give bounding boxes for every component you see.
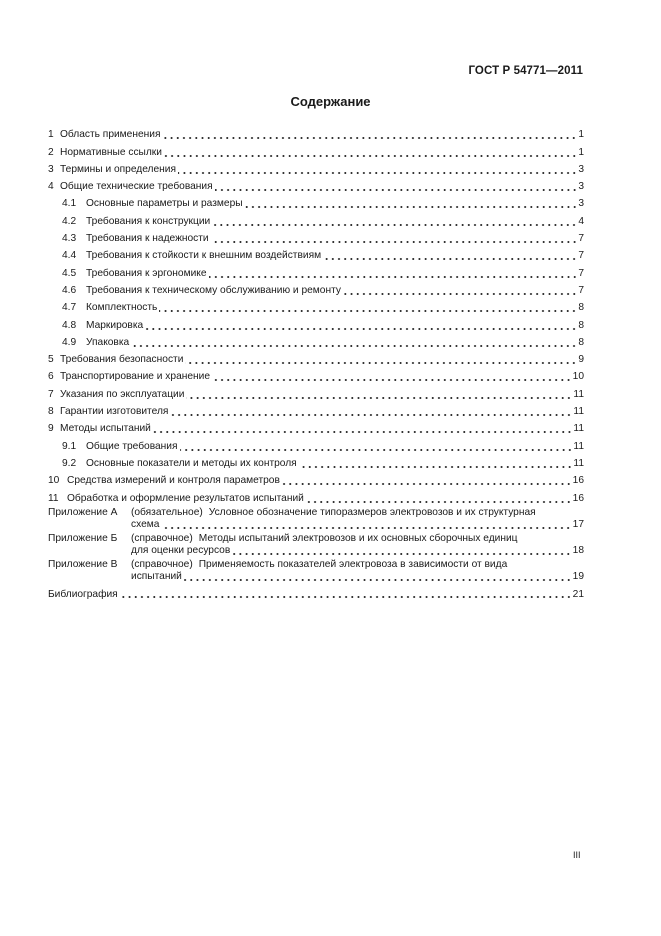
toc-entry-page: 7 (578, 233, 584, 245)
toc-entry-number: 4.9 (62, 336, 77, 348)
toc-entry-text: Маркировка (86, 319, 144, 331)
toc-entry-number: 5 (48, 354, 54, 366)
dot-leader (153, 431, 573, 433)
appendix-title-line2: испытаний (131, 570, 182, 582)
toc-entry-page: 7 (578, 284, 584, 296)
dot-leader (131, 345, 577, 347)
appendix-body (131, 559, 584, 583)
toc-entry-number: 4.7 (62, 302, 77, 314)
toc-entry-page: 16 (572, 475, 584, 487)
toc-entry[interactable] (48, 262, 584, 279)
page-number: III (573, 850, 581, 860)
toc-appendix[interactable] (48, 507, 584, 531)
toc-entry-text: Обработка и оформление результатов испытаний (67, 492, 304, 504)
toc-entry-number: 4.1 (62, 198, 77, 210)
appendix-kind: (обязательное) (131, 506, 203, 518)
toc-entry-page: 8 (578, 302, 584, 314)
toc-entry-text: Транспортирование и хранение (60, 371, 211, 383)
toc-entry-number: 9 (48, 423, 54, 435)
toc-entry-page: 8 (578, 319, 584, 331)
appendix-body (131, 507, 584, 531)
toc-entry-number: 2 (48, 146, 54, 158)
dot-leader (323, 258, 577, 260)
toc-entry-page: 1 (578, 146, 584, 158)
appendix-title-line1: Условное обозначение типоразмеров электровозов и их структурная (208, 506, 536, 518)
toc-entry-page: 4 (578, 215, 584, 227)
dot-leader (212, 224, 577, 226)
toc-entry-page: 11 (573, 406, 584, 418)
dot-leader (306, 501, 572, 503)
toc-entry-text: Методы испытаний (60, 423, 151, 435)
toc-entry-page: 9 (578, 354, 584, 366)
toc-entry-text: Нормативные ссылки (60, 146, 162, 158)
toc-entry-number: 4.3 (62, 233, 77, 245)
toc-entry-text: Комплектность (86, 302, 158, 314)
toc-entry-number: 11 (48, 492, 59, 504)
appendix-title-line1: Применяемость показателей электровоза в зависимости от вида (198, 558, 508, 570)
toc-appendix[interactable] (48, 533, 584, 557)
toc-entry-number: 6 (48, 371, 54, 383)
toc-entry-page: 11 (573, 423, 584, 435)
toc-entry-text: Средства измерений и контроля параметров (67, 475, 280, 487)
toc-entry[interactable] (48, 487, 584, 504)
dot-leader (343, 293, 577, 295)
toc-entry-text: Указания по эксплуатации (60, 388, 185, 400)
toc-entry-number: 4 (48, 181, 54, 193)
toc-entry[interactable] (48, 176, 584, 193)
toc-entry-text: Библиография (48, 588, 118, 600)
toc-entry-text: Основные параметры и размеры (86, 198, 243, 210)
appendix-kind: (справочное) (131, 532, 193, 544)
appendix-body (131, 533, 584, 557)
dot-leader (215, 189, 578, 191)
toc-entry[interactable] (48, 210, 584, 227)
toc-entry[interactable] (48, 314, 584, 331)
appendix-page: 18 (572, 544, 584, 556)
toc-entry-text: Гарантии изготовителя (60, 406, 169, 418)
toc-entry[interactable] (48, 401, 584, 418)
dot-leader (120, 596, 572, 598)
toc-entry-text: Общие требования (86, 440, 178, 452)
toc-entry-text: Упаковка (86, 336, 130, 348)
toc-entry[interactable] (48, 159, 584, 176)
toc-appendix[interactable] (48, 559, 584, 583)
appendix-label: Приложение В (48, 558, 118, 570)
toc-entry[interactable] (48, 141, 584, 158)
toc-entry[interactable] (48, 193, 584, 210)
dot-leader (282, 483, 572, 485)
toc-entry-page: 3 (578, 181, 584, 193)
appendix-label: Приложение Б (48, 532, 118, 544)
appendix-page: 19 (572, 570, 584, 582)
toc-entry-number: 4.5 (62, 267, 77, 279)
toc-entry-number: 9.1 (62, 440, 77, 452)
toc-entry-text: Основные показатели и методы их контроля (86, 457, 297, 469)
toc-entry-page: 11 (573, 440, 584, 452)
dot-leader (211, 241, 578, 243)
dot-leader (186, 397, 572, 399)
toc-entry-page: 10 (572, 371, 584, 383)
dot-leader (170, 414, 572, 416)
toc-entry-bibliography[interactable] (48, 584, 584, 600)
dot-leader (209, 276, 578, 278)
appendix-page: 17 (572, 518, 584, 530)
dot-leader (145, 328, 577, 330)
appendix-label: Приложение А (48, 506, 118, 518)
toc-entry-text: Требования к стойкости к внешним воздействиям (86, 250, 322, 262)
dot-leader (180, 449, 573, 451)
toc-entry[interactable] (48, 349, 584, 366)
toc-entry-text: Термины и определения (60, 163, 176, 175)
toc-entry-page: 8 (578, 336, 584, 348)
toc-entry-text: Требования к конструкции (86, 215, 211, 227)
dot-leader (164, 155, 577, 157)
toc-entry-page: 21 (572, 588, 584, 600)
toc-entry-page: 7 (578, 267, 584, 279)
toc-entry-page: 11 (573, 457, 584, 469)
dot-leader (185, 362, 577, 364)
dot-leader (212, 379, 572, 381)
toc-entry-number: 1 (48, 129, 54, 141)
toc-entry[interactable] (48, 383, 584, 400)
dot-leader (162, 137, 577, 139)
dot-leader (159, 310, 577, 312)
appendix-title-line2: схема (131, 518, 160, 530)
dot-leader (178, 172, 577, 174)
toc-entry-page: 3 (578, 198, 584, 210)
toc-entry-number: 9.2 (62, 457, 77, 469)
appendix-kind: (справочное) (131, 558, 193, 570)
toc-entry[interactable] (48, 228, 584, 245)
toc-entry[interactable] (48, 280, 584, 297)
toc-entry-number: 4.2 (62, 215, 77, 227)
toc-entry-number: 4.6 (62, 284, 77, 296)
dot-leader (161, 527, 571, 529)
toc-entry-text: Требования безопасности (60, 354, 184, 366)
toc-entry-page: 16 (572, 492, 584, 504)
toc-entry-number: 7 (48, 388, 54, 400)
toc-entry[interactable] (48, 124, 584, 141)
toc-entry[interactable] (48, 453, 584, 470)
toc-entry[interactable] (48, 470, 584, 487)
toc-entry-page: 7 (578, 250, 584, 262)
toc-entry-number: 10 (48, 475, 60, 487)
dot-leader (184, 579, 572, 581)
toc-entry[interactable] (48, 435, 584, 452)
toc-entry[interactable] (48, 297, 584, 314)
toc-entry[interactable] (48, 366, 584, 383)
dot-leader (245, 206, 578, 208)
toc-entry-page: 3 (578, 163, 584, 175)
toc-entry-text: Требования к эргономике (86, 267, 207, 279)
dot-leader (232, 553, 571, 555)
toc-entry-page: 1 (578, 129, 584, 141)
toc-entry-number: 8 (48, 406, 54, 418)
toc-entry-text: Требования к надежности (86, 233, 209, 245)
table-of-contents (48, 124, 584, 600)
appendix-title-line1: Методы испытаний электровозов и их основных сборочных единиц (198, 532, 518, 544)
toc-entry-number: 3 (48, 163, 54, 175)
appendix-title-line2: для оценки ресурсов (131, 544, 231, 556)
toc-appendices (48, 507, 584, 583)
toc-entry-text: Требования к техническому обслуживанию и ремонту (86, 284, 341, 296)
toc-entry-text: Область применения (60, 129, 161, 141)
toc-entry-text: Общие технические требования (60, 181, 213, 193)
dot-leader (299, 466, 573, 468)
toc-entries (48, 124, 584, 505)
toc-entry[interactable] (48, 418, 584, 435)
toc-entry-number: 4.8 (62, 319, 77, 331)
toc-entry-page: 11 (573, 388, 584, 400)
toc-entry[interactable] (48, 245, 584, 262)
toc-entry[interactable] (48, 332, 584, 349)
toc-title: Содержание (290, 94, 371, 109)
toc-entry-number: 4.4 (62, 250, 77, 262)
document-code: ГОСТ Р 54771—2011 (468, 65, 583, 77)
